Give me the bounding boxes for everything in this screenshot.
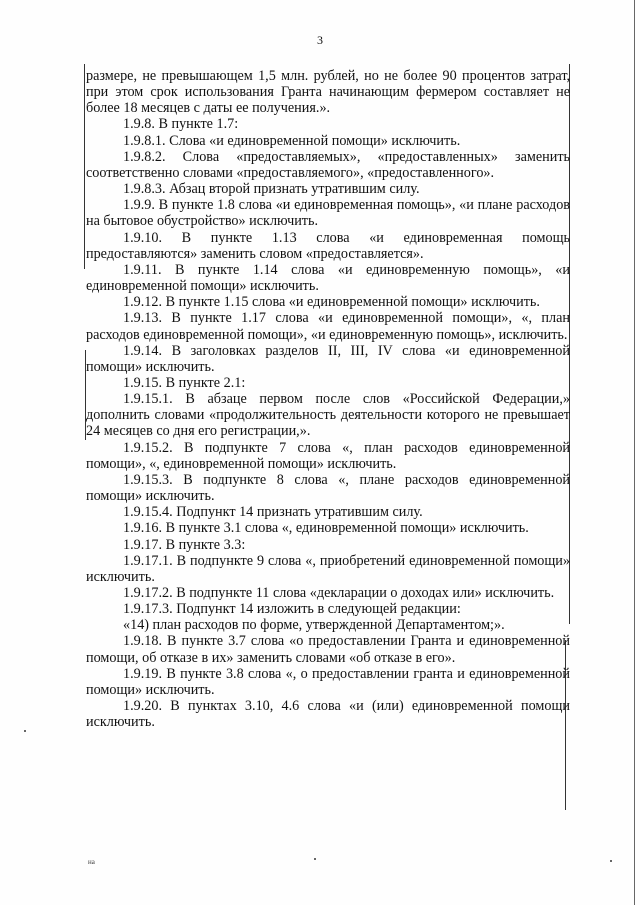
paragraph: 1.9.17.3. Подпункт 14 изложить в следующей редакции: (123, 601, 461, 618)
paragraph: 1.9.17.2. В подпункте 11 слова «декларации о доходах или» исключить. (123, 585, 555, 601)
paragraph: 1.9.15.3. В подпункте 8 слова «, плане расходов единовременной помощи» исключить. (86, 471, 570, 505)
paragraph: 1.9.16. В пункте 3.1 слова «, единовременной помощи» исключить. (123, 520, 529, 537)
paragraph: 1.9.18. В пункте 3.7 слова «о предоставлении Гранта и единовременной помощи, об отказе в их» заменить словами «об отказе в его». (86, 633, 570, 666)
page-number: 3 (317, 33, 323, 47)
scan-left-border (84, 64, 85, 269)
paragraph: 1.9.15.4. Подпункт 14 признать утратившим силу. (123, 504, 423, 521)
paragraph: 1.9.14. В заголовках разделов II, III, IV слова «и единовременной помощи» исключить. (86, 342, 570, 375)
paragraph: 1.9.8.2. Слова «предоставляемых», «предоставленных» заменить соответственно словами «предоставляемого», «предоставленного». (86, 148, 570, 181)
paragraph: 1.9.20. В пунктах 3.10, 4.6 слова «и (или) единовременной помощи исключить. (86, 698, 570, 731)
paragraph: размере, не превышающем 1,5 млн. рублей, но не более 90 процентов затрат, при этом срок использования Гранта начинающим фермером составляет не более 18 месяцев с даты ее получения.». (86, 68, 570, 117)
paragraph: «14) план расходов по форме, утвержденной Департаментом;». (123, 617, 505, 634)
paragraph: 1.9.8.3. Абзац второй признать утратившим силу. (123, 181, 420, 198)
paragraph: 1.9.15.1. В абзаце первом после слов «Российской Федерации,» дополнить словами «продолжительность деятельности которого не превышает 24 месяцев со дня его регистрации,». (86, 391, 570, 440)
paragraph: 1.9.8. В пункте 1.7: (123, 116, 239, 133)
paragraph: 1.9.17. В пункте 3.3: (123, 536, 246, 553)
paragraph: 1.9.15.2. В подпункте 7 слова «, план расходов единовременной помощи», «, единовременной помощи» исключить. (86, 439, 570, 472)
paragraph: 1.9.11. В пункте 1.14 слова «и единовременную помощь», «и единовременной помощи» исключить. (86, 261, 570, 295)
scan-dot (24, 730, 26, 732)
scan-edge-right (634, 0, 635, 905)
scan-dot (610, 860, 612, 862)
paragraph: 1.9.9. В пункте 1.8 слова «и единовременная помощь», «и плане расходов на бытовое обустройство» исключить. (86, 197, 570, 230)
paragraph: 1.9.10. В пункте 1.13 слова «и единовременная помощь предоставляются» заменить словом «предоставляется». (86, 229, 570, 262)
paragraph: 1.9.13. В пункте 1.17 слова «и единовременной помощи», «, план расходов единовременной помощи», «и единовременную помощь», исключить. (86, 310, 570, 343)
paragraph: 1.9.8.1. Слова «и единовременной помощи» исключить. (123, 132, 461, 149)
footer-mark: на (88, 858, 95, 866)
paragraph: 1.9.12. В пункте 1.15 слова «и единовременной помощи» исключить. (123, 294, 540, 311)
document-body (86, 68, 570, 730)
scan-dot (314, 858, 316, 860)
paragraph: 1.9.19. В пункте 3.8 слова «, о предоставлении гранта и единовременной помощи» исключить. (86, 665, 570, 698)
paragraph: 1.9.15. В пункте 2.1: (123, 374, 246, 391)
paragraph: 1.9.17.1. В подпункте 9 слова «, приобретений единовременной помощи» исключить. (86, 552, 570, 585)
